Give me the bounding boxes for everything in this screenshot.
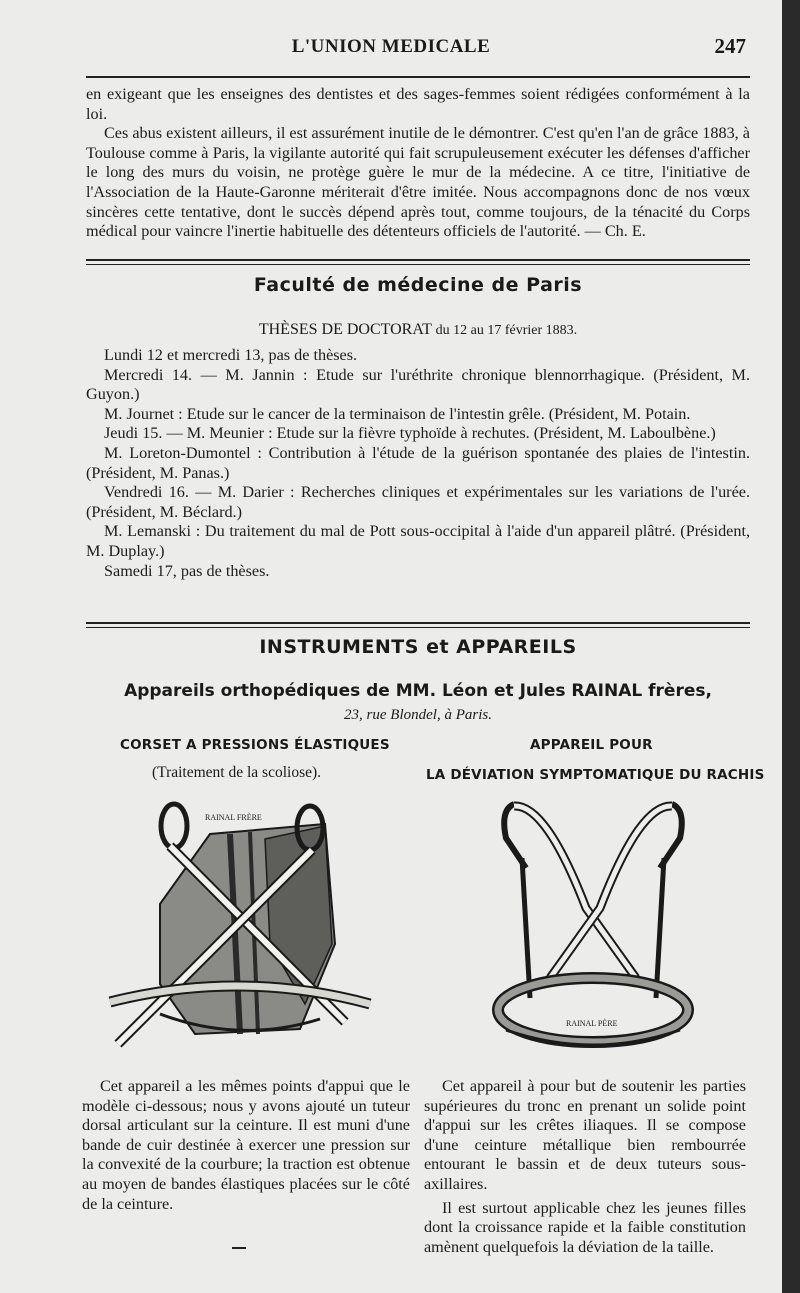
right-heading-line1: APPAREIL POUR [530, 737, 653, 753]
thesis-entry: M. Loreton-Dumontel : Contribution à l'étude de la guérison spontanée des plaies de l'intestin. (Président, M. Panas.) [86, 443, 750, 482]
theses-list [86, 346, 750, 581]
left-description-text: Cet appareil a les mêmes points d'appui que le modèle ci-dessous; nous y avons ajouté un tuteur dorsal articulant sur la ceinture. Il est muni d'une bande de cuir destinée à exercer une pression sur la convexité de la courbure; la traction est obtenue au moyen de bandes élastiques placées sur le côté de la ceinture. [82, 1077, 410, 1213]
thesis-entry: Samedi 17, pas de thèses. [104, 561, 270, 580]
right-description-text-2: Il est surtout applicable chez les jeunes filles dont la croissance rapide et la faible constitution amènent quelquefois la déviation de la taille. [424, 1198, 746, 1256]
theses-heading-main: THÈSES DE DOCTORAT [258, 321, 432, 338]
left-description [82, 1077, 410, 1214]
instruments-title: INSTRUMENTS et APPAREILS [259, 636, 577, 658]
thesis-entry: M. Lemanski : Du traitement du mal de Pott sous-occipital à l'aide d'un appareil plâtré. (Président, M. Duplay.) [86, 522, 750, 560]
running-header-title: L'UNION MEDICALE [291, 36, 491, 57]
section-divider [86, 259, 750, 265]
end-dash [232, 1247, 246, 1249]
theses-heading [86, 321, 750, 339]
intro-paragraph-2: Ces abus existent ailleurs, il est assurément inutile de le démontrer. C'est qu'en l'an de grâce 1883, à Toulouse comme à Paris, la vigilante autorité qui fait scrupuleusement exécuter les défenses d'afficher le long des murs du voisin, ne protège guère le mur de la médecine. A ce titre, l'initiative de l'Association de la Haute-Garonne mériterait d'être imitée. Nous accompagnons donc de nos vœux sincères cette tentative, dont le succès dépend après tout, comme toujours, de la ténacité du Corps médical pour vaincre l'inertie habituelle des détenteurs officiels de l'autorité. — Ch. E. [86, 124, 750, 241]
thesis-entry: Vendredi 16. — M. Darier : Recherches cliniques et expérimentales sur les variations de l'urée. (Président, M. Béclard.) [86, 483, 750, 521]
faculte-title: Faculté de médecine de Paris [253, 274, 583, 296]
right-description [424, 1077, 746, 1257]
corset-maker-label: RAINAL FRÈRE [205, 813, 262, 822]
thesis-entry: Lundi 12 et mercredi 13, pas de thèses. [104, 346, 358, 364]
right-description-text-1: Cet appareil à pour but de soutenir les parties supérieures du tronc en prenant un solide point d'appui sur les crêtes iliaques. Il se compose d'une ceinture métallique bien rembourrée entourant le bassin et de deux tuteurs sous-axillaires. [424, 1077, 746, 1193]
right-heading-line2: LA DÉVIATION SYMPTOMATIQUE DU RACHIS [426, 767, 765, 783]
corset-illustration [100, 794, 380, 1064]
intro-line-1: en exigeant que les enseignes des dentistes et des sages-femmes soient rédigées conformément à la loi. [86, 85, 750, 123]
instruments-address: 23, rue Blondel, à Paris. [344, 707, 492, 723]
intro-text [86, 85, 750, 242]
thesis-entry: M. Journet : Etude sur le cancer de la terminaison de l'intestin grêle. (Président, M. Potain. [104, 404, 691, 423]
instruments-subtitle: Appareils orthopédiques de MM. Léon et Jules RAINAL frères, [124, 681, 712, 701]
thesis-entry: Mercredi 14. — M. Jannin : Etude sur l'uréthrite chronique blennorrhagique. (Président, M. Guyon.) [86, 365, 750, 404]
header-rule [86, 76, 750, 78]
left-heading: CORSET A PRESSIONS ÉLASTIQUES [120, 737, 390, 753]
theses-heading-dates: du 12 au 17 février 1883. [435, 323, 578, 338]
left-subheading: (Traitement de la scoliose). [152, 764, 322, 781]
apparatus-maker-label: RAINAL PÈRE [566, 1019, 618, 1028]
section-divider [86, 622, 750, 628]
rachis-apparatus-illustration [486, 798, 700, 1060]
thesis-entry: Jeudi 15. — M. Meunier : Etude sur la fièvre typhoïde à rechutes. (Président, M. Laboulbène.) [104, 424, 716, 443]
page-number: 247 [714, 34, 746, 58]
